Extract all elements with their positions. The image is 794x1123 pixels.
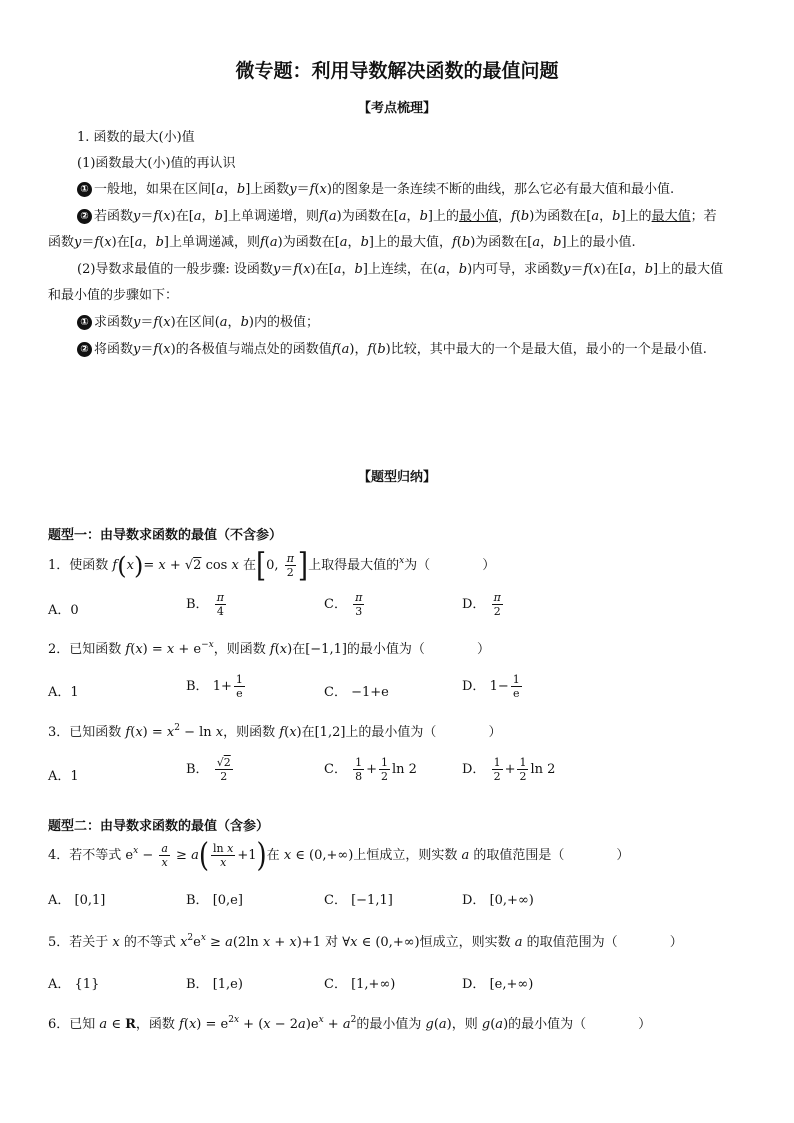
kaodian-line-5: 函数y＝f(x)在[a，b]上单调递减，则f(a)为函数在[a，b]上的最大值，f(b)为函数在[a，b]上的最小值. xyxy=(48,235,636,250)
q2-option-b[interactable]: B． 1+ $\frac{1}{e}$ xyxy=(186,673,243,700)
q4-option-d[interactable]: D． [0,+∞) xyxy=(462,893,534,908)
underlined-max: 最大值 xyxy=(651,209,691,224)
q5-option-c[interactable]: C． [1,+∞) xyxy=(324,977,396,992)
kaodian-heading: 【考点梳理】 xyxy=(357,101,436,116)
q2-option-d[interactable]: D． 1− $\frac{1}{e}$ xyxy=(462,673,520,700)
q3-option-d[interactable]: D． $\frac{1}{2}$ + $\frac{1}{2}$ ln 2 xyxy=(462,756,556,783)
group-2-heading: 题型二：由导数求函数的最值（含参） xyxy=(48,819,270,834)
q5-option-a[interactable]: A． {1} xyxy=(48,977,100,992)
kaodian-line-1: 1. 函数的最大(小)值 xyxy=(77,130,195,145)
q3-option-a[interactable]: A．1 xyxy=(48,769,79,784)
question-4: 4．若不等式 $e^x$ − $\frac{a}{x}$ ≥ a( $\frac{\text{ln x}}{x}$ +1)在 x ∈ (0,+∞)上恒成立，则实数 a 的取值范围是（ ） xyxy=(48,836,630,875)
kaodian-line-4: ② 若函数y＝f(x)在[a，b]上单调递增，则f(a)为函数在[a，b]上的最小值，f(b)为函数在[a，b]上的最大值；若 xyxy=(77,205,717,224)
kaodian-line-7: 和最小值的步骤如下： xyxy=(48,288,179,303)
page-title: 微专题：利用导数解决函数的最值问题 xyxy=(235,60,559,82)
kaodian-line-3: ① 一般地，如果在区间[a，b]上函数y＝f(x)的图象是一条连续不断的曲线，那么它必有最大值和最小值. xyxy=(77,178,674,197)
kaodian-line-9: ② 将函数y＝f(x)的各极值与端点处的函数值f(a)，f(b)比较，其中最大的一个是最大值，最小的一个是最小值. xyxy=(77,338,707,357)
circled-number-2: ② xyxy=(77,209,92,224)
kaodian-line-6: (2)导数求最值的一般步骤: 设函数y＝f(x)在[a，b]上连续，在(a，b)内可导，求函数y＝f(x)在[a，b]上的最大值 xyxy=(77,262,724,277)
q4-option-c[interactable]: C． [−1,1] xyxy=(324,893,393,908)
underlined-min: 最小值 xyxy=(458,209,498,224)
q2-option-a[interactable]: A．1 xyxy=(48,685,79,700)
circled-number-2b: ② xyxy=(77,342,92,357)
q3-option-b[interactable]: B． $\frac{√2}{2}$ xyxy=(186,756,231,783)
question-1: 1．使函数 f(x)= x + √2 cos x 在[0, $\frac{\pi}{2}$ ]上取得最大值的$^x$为（ ） xyxy=(48,546,496,585)
q4-option-a[interactable]: A． [0,1] xyxy=(48,893,106,908)
kaodian-line-8: ① 求函数y＝f(x)在区间(a，b)内的极值； xyxy=(77,311,319,330)
q1-option-b[interactable]: B． $\frac{\pi}{4}$ xyxy=(186,591,224,618)
question-5: 5．若关于 x 的不等式 $x^2e^x \ge a(2\ln$ x + x)+1 对 ∀x ∈ (0,+∞)恒成立，则实数 a 的取值范围为（ ） xyxy=(48,933,683,950)
q1-option-c[interactable]: C． $\frac{\pi}{3}$ xyxy=(324,591,363,618)
q2-option-c[interactable]: C． −1+e xyxy=(324,685,389,700)
q5-option-d[interactable]: D． [e,+∞) xyxy=(462,977,534,992)
question-6: 6．已知 a ∈ R，函数 $f(x) = e^{2x} + (x - 2a)e^x + a^2$的最小值为 g(a)，则 g(a)的最小值为（ ） xyxy=(48,1015,652,1032)
circled-number-1: ① xyxy=(77,182,92,197)
question-3: 3．已知函数 $f(x) = x^2 - \ln x$，则函数 f(x)在[1,2]上的最小值为（ ） xyxy=(48,723,502,740)
q1-option-d[interactable]: D． $\frac{\pi}{2}$ xyxy=(462,591,501,618)
kaodian-line-2: (1)函数最大(小)值的再认识 xyxy=(77,156,236,171)
group-1-heading: 题型一：由导数求函数的最值（不含参） xyxy=(48,528,283,543)
q1-option-a[interactable]: A．0 xyxy=(48,603,79,618)
q4-option-b[interactable]: B． [0,e] xyxy=(186,893,243,908)
question-2: 2．已知函数 $f(x) = x + e^{-x}$，则函数 f(x)在[−1,1]的最小值为（ ） xyxy=(48,640,490,657)
q5-option-b[interactable]: B． [1,e) xyxy=(186,977,243,992)
circled-number-1b: ① xyxy=(77,315,92,330)
q3-option-c[interactable]: C． $\frac{1}{8}$ + $\frac{1}{2}$ ln 2 xyxy=(324,756,417,783)
tixing-heading: 【题型归纳】 xyxy=(357,470,436,485)
